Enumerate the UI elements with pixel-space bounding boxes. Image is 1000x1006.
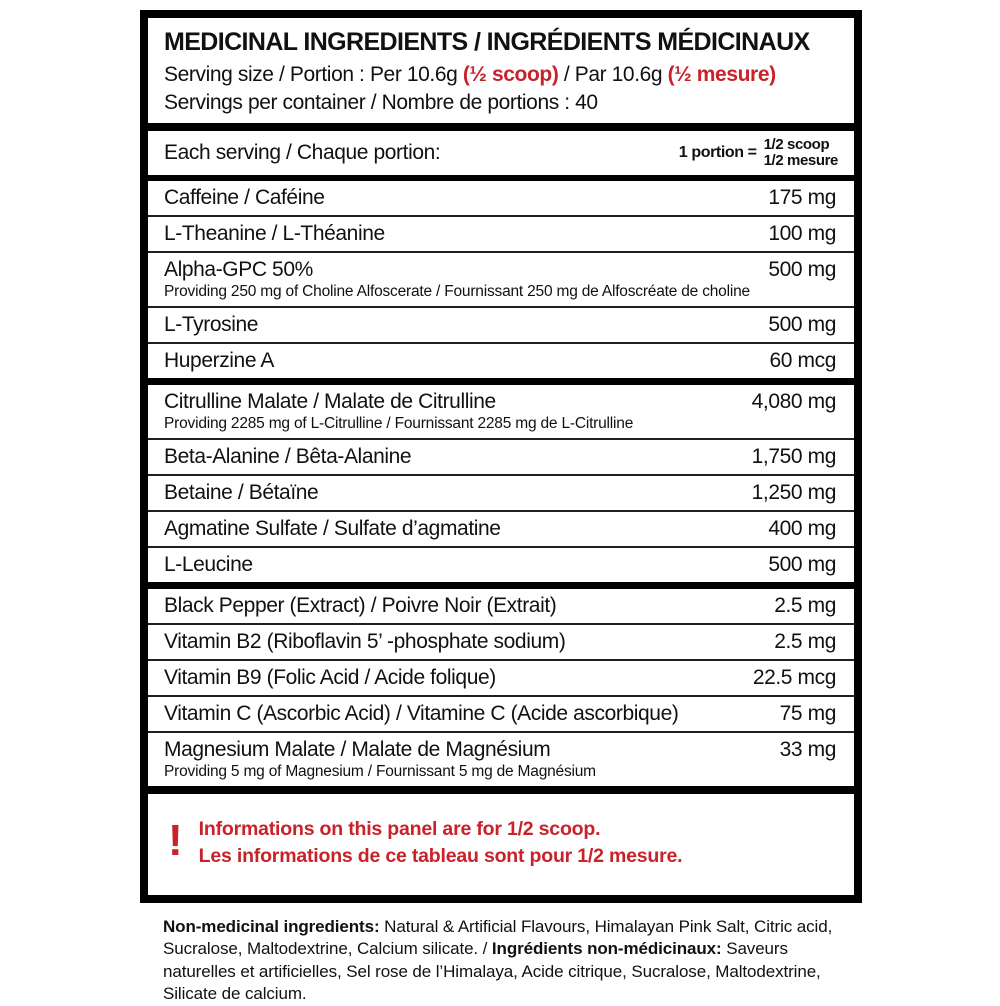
non-medicinal-label-fr: Ingrédients non-médicinaux: (491, 939, 722, 959)
portion-fractions (764, 137, 838, 169)
serving-size-en-scoop: (½ scoop) (462, 63, 559, 86)
ingredient-name: Citrulline Malate / Malate de Citrulline (164, 389, 496, 413)
serving-size-label: Serving size / Portion : (164, 63, 365, 86)
table-row (148, 623, 854, 659)
ingredient-name: Agmatine Sulfate / Sulfate d’agmatine (164, 516, 501, 540)
ingredient-note: Providing 250 mg of Choline Alfoscerate / Fournissant 250 mg de Alfoscréate de choline (164, 282, 750, 300)
table-row (148, 695, 854, 731)
ingredient-amount: 1,250 mg (751, 480, 836, 504)
ingredient-amount: 33 mg (779, 737, 836, 761)
warning-text (199, 816, 683, 871)
serving-size-fr-amount: Par 10.6g (574, 63, 663, 86)
ingredient-amount: 175 mg (768, 185, 836, 209)
portion-scoop-fr: 1/2 mesure (763, 151, 838, 169)
non-medicinal-text-fr: Saveurs naturelles et artificielles, Sel rose de l’Himalaya, Acide citrique, Sucralose, Maltodextrine, Silicate de calcium. (163, 939, 821, 1004)
ingredient-amount: 22.5 mcg (752, 665, 836, 689)
panel-title: MEDICINAL INGREDIENTS / INGRÉDIENTS MÉDICINAUX (164, 28, 810, 56)
ingredient-name: Vitamin C (Ascorbic Acid) / Vitamine C (Acide ascorbique) (164, 701, 679, 725)
table-row (148, 582, 854, 623)
section-divider (148, 123, 854, 131)
serving-size-separator: / (563, 63, 570, 86)
non-medicinal-ingredients (163, 916, 855, 1006)
ingredient-name: Vitamin B2 (Riboflavin 5’ -phosphate sodium) (164, 629, 566, 653)
serving-size-line (164, 63, 836, 87)
half-scoop-warning (148, 794, 854, 896)
table-row (148, 546, 854, 582)
each-serving-row (148, 131, 854, 175)
medicinal-ingredients-panel (140, 10, 862, 903)
serving-size-fr-scoop: (½ mesure) (667, 63, 776, 86)
ingredient-amount: 1,750 mg (751, 444, 836, 468)
portion-scoop-en: 1/2 scoop (763, 136, 830, 153)
ingredient-name: Vitamin B9 (Folic Acid / Acide folique) (164, 665, 496, 689)
table-row (148, 378, 854, 438)
ingredient-amount: 60 mcg (769, 348, 836, 372)
table-row (148, 215, 854, 251)
ingredient-note: Providing 5 mg of Magnesium / Fournissant 5 mg de Magnésium (164, 762, 596, 780)
table-row (148, 474, 854, 510)
non-medicinal-label-en: Non-medicinal ingredients: (163, 917, 380, 936)
table-row (148, 342, 854, 378)
ingredient-amount: 500 mg (768, 257, 836, 281)
ingredient-name: Caffeine / Caféine (164, 185, 325, 209)
each-serving-label: Each serving / Chaque portion: (164, 140, 441, 164)
warning-line-fr: Les informations de ce tableau sont pour 1/2 mesure. (198, 845, 683, 868)
ingredient-name: L-Leucine (164, 552, 253, 576)
portion-equals-label: 1 portion = (678, 143, 757, 161)
ingredient-amount: 4,080 mg (751, 389, 836, 413)
portion-equivalence (679, 137, 838, 169)
ingredient-amount: 2.5 mg (774, 629, 836, 653)
ingredient-amount: 100 mg (768, 221, 836, 245)
ingredient-name: Betaine / Bétaïne (164, 480, 319, 504)
ingredient-note: Providing 2285 mg of L-Citrulline / Fournissant 2285 mg de L-Citrulline (164, 414, 634, 432)
panel-header (148, 18, 854, 123)
table-row (148, 306, 854, 342)
ingredient-name: Magnesium Malate / Malate de Magnésium (164, 737, 551, 761)
ingredient-amount: 75 mg (779, 701, 836, 725)
ingredient-amount: 500 mg (768, 312, 836, 336)
servings-per-container: Servings per container / Nombre de portions : 40 (164, 91, 598, 114)
ingredient-amount: 2.5 mg (774, 593, 836, 617)
table-row (148, 438, 854, 474)
ingredient-amount: 400 mg (768, 516, 836, 540)
exclamation-icon: ! (168, 816, 183, 866)
ingredient-name: L-Tyrosine (164, 312, 259, 336)
table-row (148, 510, 854, 546)
ingredients-table (148, 181, 854, 786)
ingredient-name: Beta-Alanine / Bêta-Alanine (164, 444, 412, 468)
table-row (148, 659, 854, 695)
non-medicinal-text-en: Natural & Artificial Flavours, Himalayan Pink Salt, Citric acid, Sucralose, Maltodextrine, Calcium silicate. / (163, 917, 833, 959)
table-row (148, 181, 854, 215)
serving-size-en-amount: Per 10.6g (369, 63, 458, 86)
table-row (148, 731, 854, 786)
ingredient-name: Black Pepper (Extract) / Poivre Noir (Extrait) (164, 593, 557, 617)
section-divider (148, 786, 854, 794)
ingredient-name: Alpha-GPC 50% (164, 257, 313, 281)
warning-line-en: Informations on this panel are for 1/2 scoop. (198, 817, 601, 840)
ingredient-name: L-Theanine / L-Théanine (164, 221, 385, 245)
ingredient-amount: 500 mg (768, 552, 836, 576)
ingredient-name: Huperzine A (164, 348, 275, 372)
table-row (148, 251, 854, 306)
